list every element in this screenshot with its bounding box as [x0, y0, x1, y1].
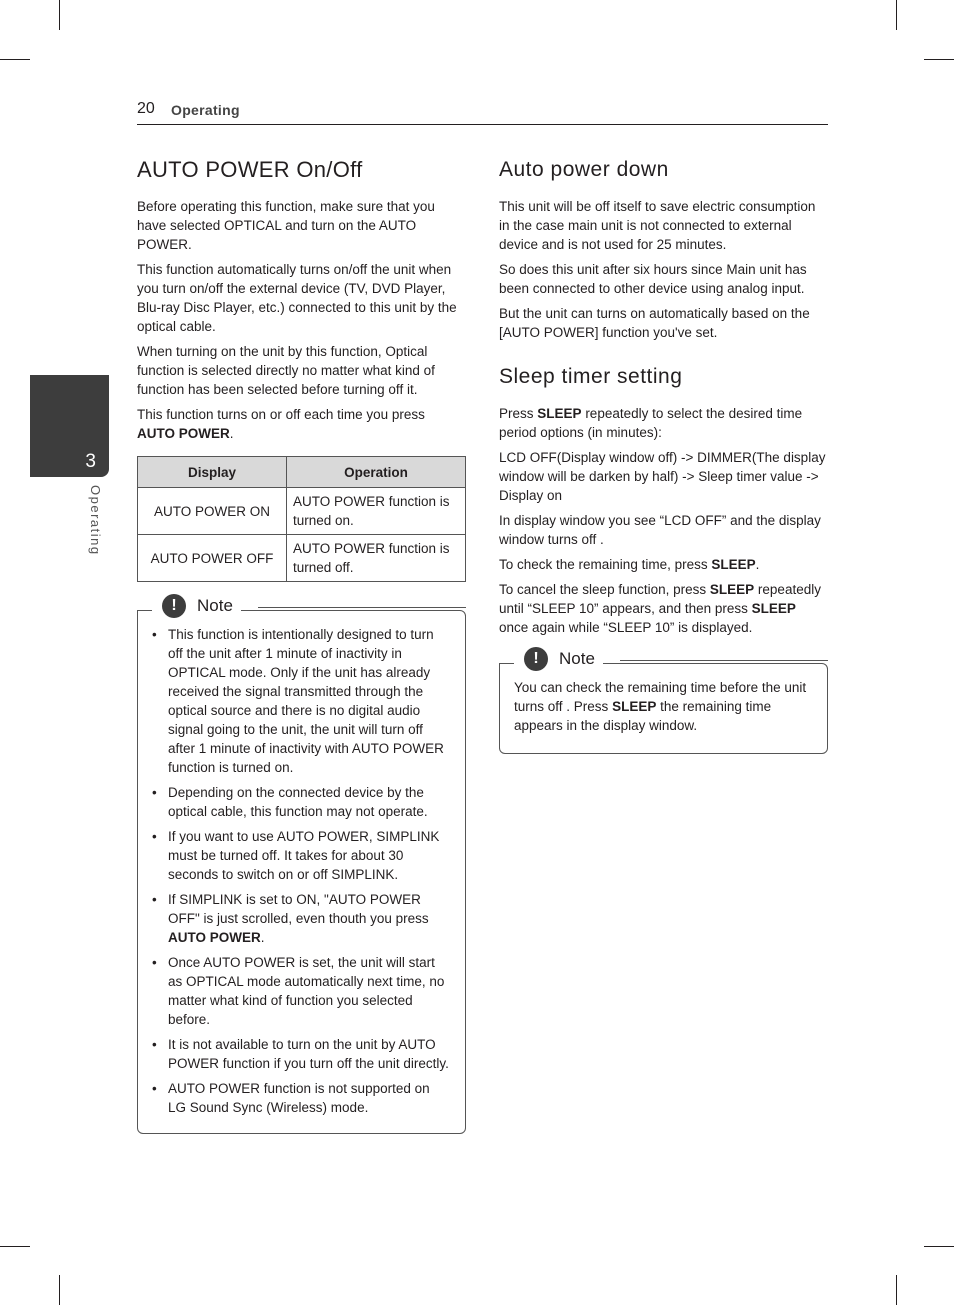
left-column — [137, 155, 466, 1134]
list-item: • If SIMPLINK is set to ON, "AUTO POWER OFF" is just scrolled, even thouth you press AUTO POWER. — [168, 890, 451, 947]
exclamation-icon: ! — [524, 647, 548, 671]
crop-mark — [924, 59, 954, 60]
note-box — [137, 596, 466, 1134]
crop-mark — [59, 0, 60, 30]
auto-power-title: AUTO POWER On/Off — [137, 157, 363, 182]
list-item: • Once AUTO POWER is set, the unit will start as OPTICAL mode automatically next time, no matter what kind of function you selected before. — [168, 953, 451, 1029]
crop-mark — [0, 59, 30, 60]
table-cell: AUTO POWER ON — [138, 488, 287, 535]
crop-mark — [896, 1275, 897, 1305]
chapter-label: Operating — [88, 485, 103, 556]
crop-mark — [896, 0, 897, 30]
paragraph: This unit will be off itself to save electric consumption in the case main unit is not connected to external device and is not used for 25 minutes. — [499, 199, 816, 252]
paragraph: This function automatically turns on/off the unit when you turn on/off the external device (TV, DVD Player, Blu-ray Disc Player, etc.) connected to this unit by the optical cable. — [137, 262, 457, 334]
table-header-operation: Operation — [287, 457, 466, 488]
paragraph: When turning on the unit by this function, Optical function is selected directly no matter what kind of function has been selected before turning off it. — [137, 344, 435, 397]
crop-mark — [0, 1246, 30, 1247]
paragraph: But the unit can turns on automatically based on the [AUTO POWER] function you've set. — [499, 306, 810, 340]
page-number: 20 — [137, 100, 155, 117]
list-item: • It is not available to turn on the unit by AUTO POWER function if you turn off the unit directly. — [168, 1035, 451, 1073]
list-item: • If you want to use AUTO POWER, SIMPLINK must be turned off. It takes for about 30 seconds to switch on or off SIMPLINK. — [168, 827, 451, 884]
note-list — [152, 625, 451, 1117]
paragraph: This function turns on or off each time you press AUTO POWER. — [137, 407, 425, 441]
list-item: • This function is intentionally designed to turn off the unit after 1 minute of inactivity in OPTICAL mode. Only if the unit has already received the signal transmitted through the optical source and there is no digital audio signal going to the unit, the unit will turn off after 1 minute of inactivity with AUTO POWER function is turned on. — [168, 625, 451, 777]
page-header — [137, 100, 828, 125]
crop-mark — [924, 1246, 954, 1247]
auto-power-down-title: Auto power down — [499, 158, 669, 181]
note-rule — [258, 607, 466, 608]
table-row — [138, 488, 466, 535]
table-cell: AUTO POWER function is turned off. — [287, 535, 466, 582]
paragraph: To check the remaining time, press SLEEP. — [499, 557, 760, 572]
note-header — [514, 647, 603, 671]
note-text: You can check the remaining time before the unit turns off . Press SLEEP the remaining time appears in the display window. — [514, 680, 807, 733]
paragraph: To cancel the sleep function, press SLEEP repeatedly until “SLEEP 10” appears, and then press SLEEP once again while “SLEEP 10” is displayed. — [499, 582, 821, 635]
crop-mark — [59, 1275, 60, 1305]
table-row — [138, 535, 466, 582]
note-box — [499, 649, 828, 754]
paragraph: In display window you see “LCD OFF” and the display window turns off . — [499, 513, 821, 547]
note-title: Note — [559, 649, 595, 668]
note-header — [152, 594, 241, 618]
chapter-tab — [30, 375, 109, 477]
paragraph: LCD OFF(Display window off) -> DIMMER(The display window will be darken by half) -> Sleep timer value -> Display on — [499, 450, 826, 503]
auto-power-table — [137, 456, 466, 582]
exclamation-icon: ! — [162, 594, 186, 618]
table-cell: AUTO POWER function is turned on. — [287, 488, 466, 535]
paragraph: Before operating this function, make sure that you have selected OPTICAL and turn on the AUTO POWER. — [137, 199, 435, 252]
table-header-display: Display — [138, 457, 287, 488]
table-cell: AUTO POWER OFF — [138, 535, 287, 582]
chapter-number: 3 — [85, 451, 96, 472]
list-item: • Depending on the connected device by the optical cable, this function may not operate. — [168, 783, 451, 821]
paragraph: So does this unit after six hours since Main unit has been connected to other device using analog input. — [499, 262, 807, 296]
list-item: • AUTO POWER function is not supported on LG Sound Sync (Wireless) mode. — [168, 1079, 451, 1117]
note-rule — [620, 660, 828, 661]
right-column — [499, 155, 828, 754]
sleep-timer-title: Sleep timer setting — [499, 365, 683, 388]
paragraph: Press SLEEP repeatedly to select the desired time period options (in minutes): — [499, 406, 803, 440]
section-title: Operating — [171, 102, 240, 118]
note-title: Note — [197, 596, 233, 615]
